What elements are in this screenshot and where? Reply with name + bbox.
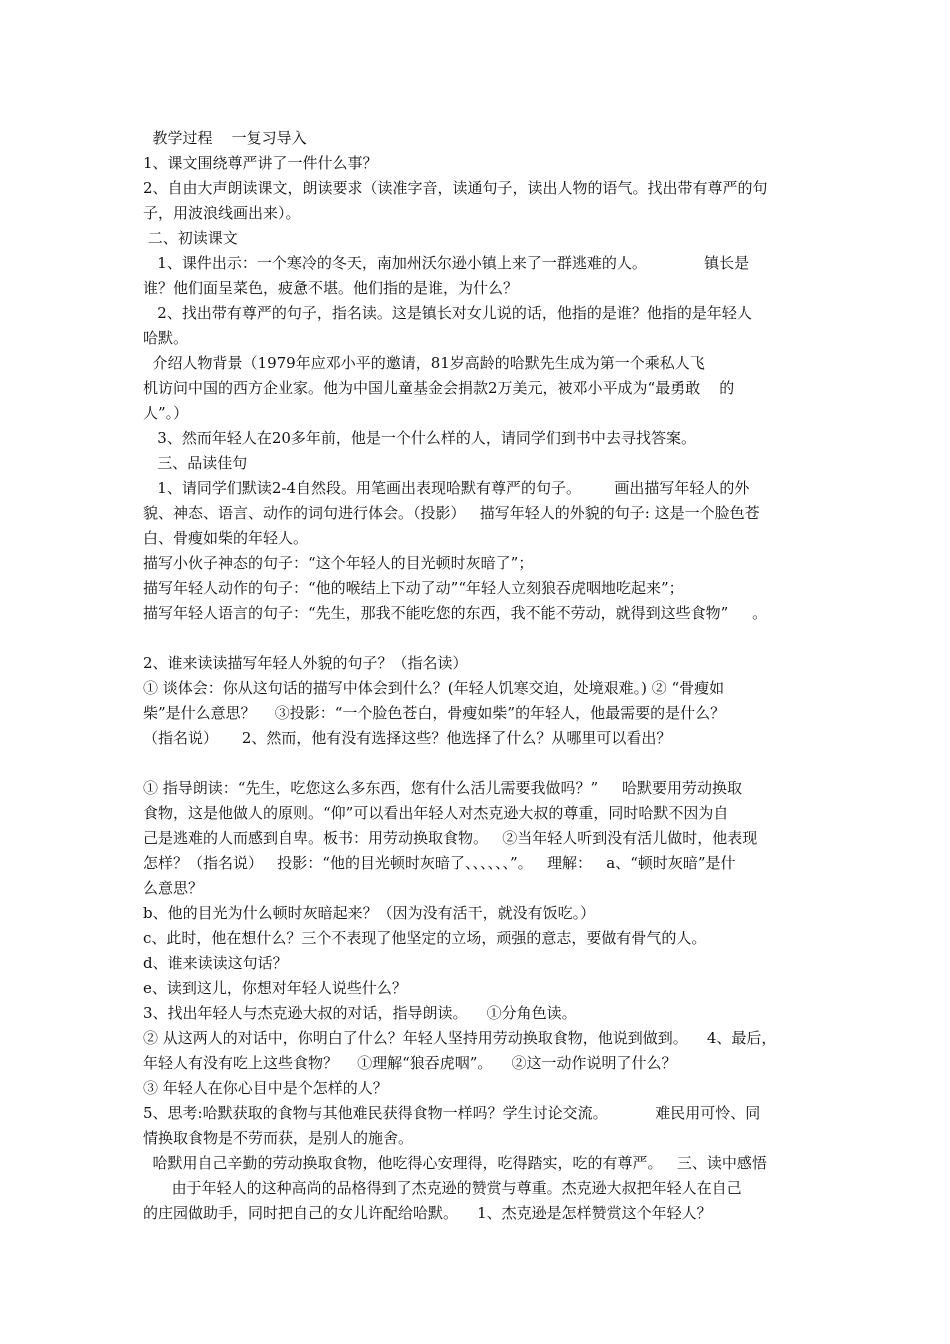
text-line: 柴”是什么意思？ ③投影：“一个脸色苍白，骨瘦如柴”的年轻人，他最需要的是什么？ [143, 704, 726, 722]
text-line: 哈默用自己辛勤的劳动换取食物，他吃得心安理得，吃得踏实，吃的有尊严。 三、读中感悟 [143, 1154, 767, 1172]
text-line: 由于年轻人的这种高尚的品格得到了杰克逊的赞赏与尊重。杰克逊大叔把年轻人在自己 [143, 1179, 742, 1197]
text-line: 食物，这是他做人的原则。“仰”可以看出年轻人对杰克逊大叔的尊重，同时哈默不因为自 [143, 804, 729, 822]
text-line: 的庄园做助手，同时把自己的女儿许配给哈默。 1、杰克逊是怎样赞赏这个年轻人？ [143, 1204, 712, 1222]
text-line: d、谁来读读这句话？ [143, 954, 288, 972]
text-line: ③ 年轻人在你心目中是个怎样的人？ [143, 1079, 388, 1097]
text-line: 3、然而年轻人在20多年前，他是一个什么样的人，请同学们到书中去寻找答案。 [143, 429, 696, 447]
text-line: 情换取食物是不劳而获，是别人的施舍。 [143, 1129, 414, 1147]
text-line: 二、初读课文 [143, 229, 238, 247]
text-line: ② 从这两人的对话中，你明白了什么？年轻人坚持用劳动换取食物，他说到做到。 4、最后， [143, 1029, 777, 1047]
text-line: 谁？他们面呈菜色，疲惫不堪。他们指的是谁，为什么？ [143, 279, 519, 297]
text-line: （指名说） 2、然而，他有没有选择这些？他选择了什么？从哪里可以看出？ [143, 729, 672, 747]
text-line: 怎样？（指名说） 投影：“他的目光顿时灰暗了、、、、、、”。 理解： a、“顿时灰暗”是什 [143, 854, 736, 872]
text-line: 么意思？ [143, 879, 204, 897]
text-line: 子，用波浪线画出来）。 [143, 204, 301, 222]
text-line: 机访问中国的西方企业家。他为中国儿童基金会捐款2万美元，被邓小平成为“最勇敢 的 [143, 379, 735, 397]
text-line: 年轻人有没有吃上这些食物？ ①理解“狼吞虎咽”。 ②这一动作说明了什么？ [143, 1054, 677, 1072]
text-line: 描写年轻人语言的句子：“先生，那我不能吃您的东西，我不能不劳动，就得到这些食物” 。 [143, 604, 768, 622]
text-line: 介绍人物背景（1979年应邓小平的邀请，81岁高龄的哈默先生成为第一个乘私人飞 [143, 354, 705, 372]
text-line: b、他的目光为什么顿时灰暗起来？（因为没有活干，就没有饭吃。） [143, 904, 596, 922]
text-line: 白、骨瘦如柴的年轻人。 [143, 529, 309, 547]
text-line: 1、请同学们默读2-4自然段。用笔画出表现哈默有尊严的句子。 画出描写年轻人的外 [143, 479, 750, 497]
text-line: c、此时，他在想什么？三个不表现了他坚定的立场，顽强的意志，要做有骨气的人。 [143, 929, 707, 947]
text-line: 3、找出年轻人与杰克逊大叔的对话，指导朗读。 ①分角色读。 [143, 1004, 577, 1022]
text-line: 2、自由大声朗读课文，朗读要求（读准字音，读通句子，读出人物的语气。找出带有尊严的句 [143, 179, 768, 197]
text-line: 己是逃难的人而感到自卑。板书：用劳动换取食物。 ②当年轻人听到没有活儿做时，他表现 [143, 829, 758, 847]
text-line: 描写小伙子神态的句子：“这个年轻人的目光顿时灰暗了”； [143, 554, 534, 572]
text-line: 5、思考:哈默获取的食物与其他难民获得食物一样吗？学生讨论交流。 难民用可怜、同 [143, 1104, 761, 1122]
blank-line [143, 626, 815, 651]
text-line: ① 指导朗读：“先生，吃您这么多东西，您有什么活儿需要我做吗？” 哈默要用劳动换取 [143, 779, 742, 797]
text-line: ① 谈体会：你从这句话的描写中体会到什么？(年轻人饥寒交迫，处境艰难。) ② “骨瘦如 [143, 679, 725, 697]
text-line: 描写年轻人动作的句子：“他的喉结上下动了动”“年轻人立刻狼吞虎咽地吃起来”； [143, 579, 684, 597]
text-line: 哈默。 [143, 329, 189, 347]
text-line: e、读到这儿，你想对年轻人说些什么？ [143, 979, 407, 997]
text-line: 1、课件出示：一个寒冷的冬天，南加州沃尔逊小镇上来了一群逃难的人。 镇长是 [143, 254, 750, 272]
blank-line [143, 751, 815, 776]
text-line: 三、品读佳句 [143, 454, 248, 472]
text-line: 1、课文围绕尊严讲了一件什么事？ [143, 154, 378, 172]
text-line: 人”。） [143, 404, 189, 422]
text-line: 2、找出带有尊严的句子，指名读。这是镇长对女儿说的话，他指的是谁？他指的是年轻人 [143, 304, 752, 322]
document-body [143, 126, 815, 1226]
text-line: 貌、神态、语言、动作的词句进行体会。（投影） 描写年轻人的外貌的句子: 这是一个脸色苍 [143, 504, 760, 522]
text-line: 2、谁来读读描写年轻人外貌的句子？（指名读） [143, 654, 468, 672]
text-line: 教学过程 一复习导入 [143, 129, 307, 147]
